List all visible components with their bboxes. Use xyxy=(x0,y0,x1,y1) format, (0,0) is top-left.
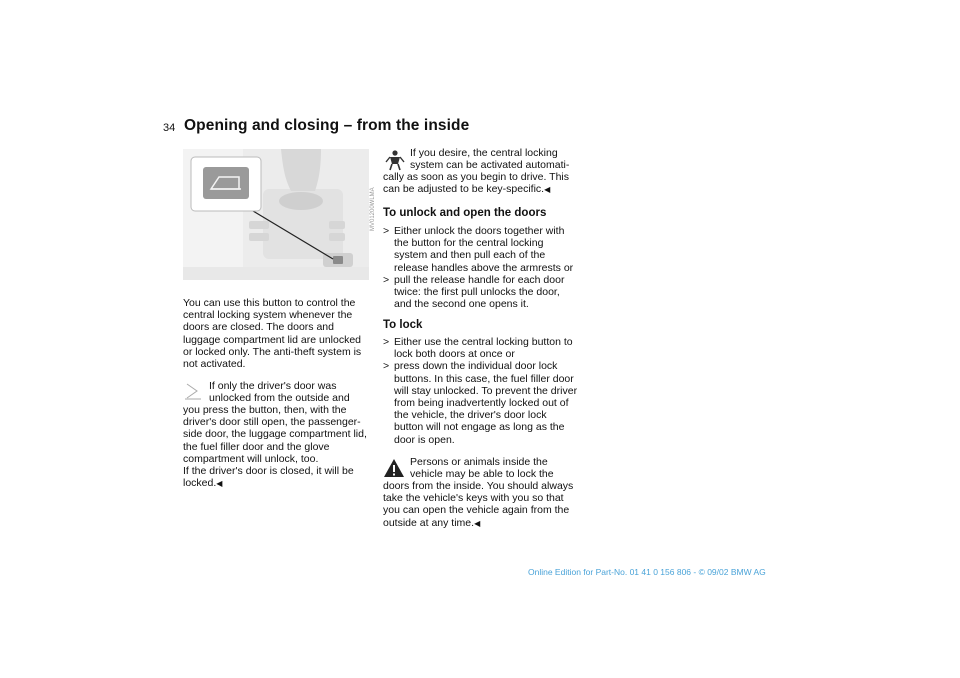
list-item xyxy=(383,360,578,445)
warning-icon xyxy=(383,458,405,478)
bullet-marker: > xyxy=(383,225,390,237)
note-body-text: you press the button, then, with the driver's door still open, the passenger-side door, the luggage compartment lid, the fuel filler door and the glove compartment will unlock, too. xyxy=(183,404,367,465)
unlock-heading: To unlock and open the doors xyxy=(383,207,547,219)
list-item-text: pull the release handle for each door twice: the first pull unlocks the door, and the second one opens it. xyxy=(394,273,565,311)
note-first-lines: If only the driver's door was unlocked from the outside and xyxy=(209,380,350,405)
console-illustration xyxy=(183,149,369,280)
tip-body-text: cally as soon as you begin to drive. This can be adjusted to be key-specific. xyxy=(383,171,569,196)
list-item xyxy=(383,225,578,274)
bullet-marker: > xyxy=(383,336,390,348)
lock-list xyxy=(383,336,578,446)
bullet-marker: > xyxy=(383,273,390,286)
warning-body-text: doors from the inside. You should always take the vehicle's keys with you so that you can open the vehicle again from the outside at any time. xyxy=(383,480,574,529)
list-item xyxy=(383,274,578,311)
person-tip-icon xyxy=(383,148,407,172)
note-icon xyxy=(183,381,203,401)
end-mark: ◀ xyxy=(216,479,223,489)
footer-edition-note: Online Edition for Part-No. 01 41 0 156 806 - © 09/02 BMW AG xyxy=(528,567,766,577)
list-item-text: Either use the central locking button to lock both doors at once or xyxy=(394,336,573,361)
note-body-text-2: If the driver's door is closed, it will be locked. xyxy=(183,465,354,490)
end-mark: ◀ xyxy=(544,185,551,195)
list-item xyxy=(383,336,578,360)
list-item-text: press down the individual door lock buttons. In this case, the fuel filler door will stay unlocked. To prevent the driver from being inadvertently locked out of the vehicle, the driver's door lock button will not engage as long as the door is open. xyxy=(394,360,578,446)
page-number: 34 xyxy=(163,122,176,134)
photo-reference-code: MV01200WLMA xyxy=(370,187,376,231)
center-console-photo xyxy=(183,149,369,280)
note-body xyxy=(183,404,373,490)
end-mark: ◀ xyxy=(474,518,481,528)
unlock-list xyxy=(383,225,578,310)
page-title: Opening and closing – from the inside xyxy=(184,117,470,134)
intro-paragraph: You can use this button to control the central locking system whenever the doors are closed. The doors and luggage compartment lid are unlocked or locked only. The anti-theft system is not activated. xyxy=(183,297,362,371)
tip-body xyxy=(383,171,575,196)
warning-body xyxy=(383,480,575,530)
lock-heading: To lock xyxy=(383,319,423,331)
warning-first-lines: Persons or animals inside the vehicle may be able to lock the xyxy=(410,456,554,481)
tip-first-lines: If you desire, the central locking system can be activated automati- xyxy=(410,147,570,172)
bullet-marker: > xyxy=(383,360,390,373)
list-item-text: Either unlock the doors together with the button for the central locking system and then pull each of the release handles above the armrests or xyxy=(394,225,574,274)
